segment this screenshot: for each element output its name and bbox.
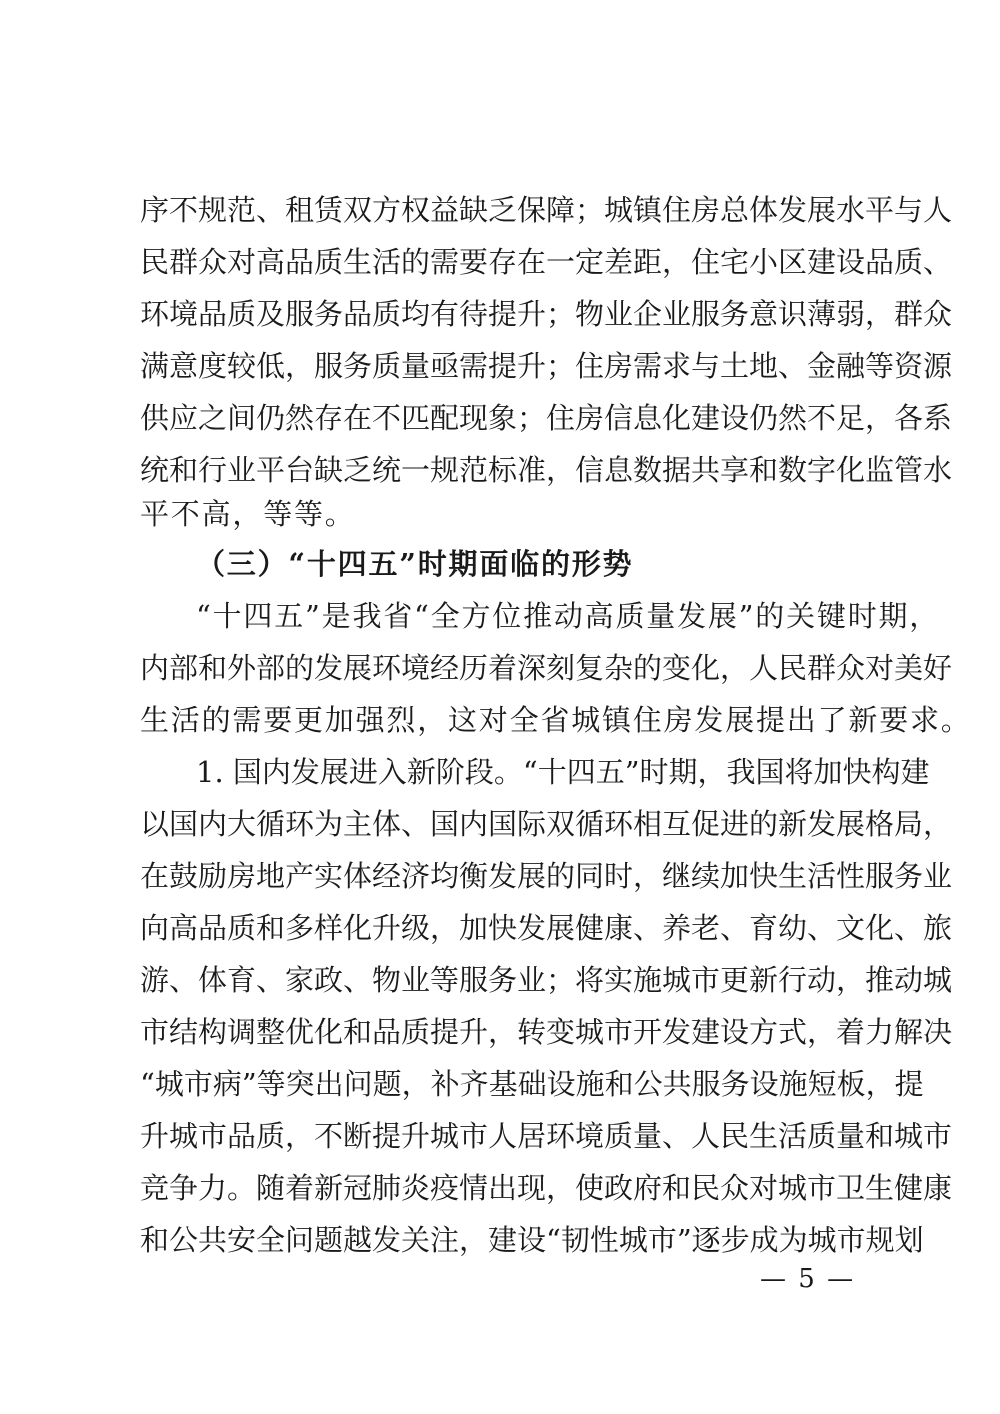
paragraph-3-line: 升城市品质，不断提升城市人居环境质量、人民生活质量和城市 bbox=[140, 1119, 953, 1153]
page-number: — 5 — bbox=[760, 1264, 856, 1294]
paragraph-1-line: 供应之间仍然存在不匹配现象；住房信息化建设仍然不足，各系 bbox=[140, 401, 953, 435]
paragraph-3-line: 和公共安全问题越发关注，建设“韧性城市”逐步成为城市规划 bbox=[140, 1223, 924, 1257]
paragraph-3-line: 游、体育、家政、物业等服务业；将实施城市更新行动，推动城 bbox=[140, 963, 953, 997]
paragraph-3-line: 市结构调整优化和品质提升，转变城市开发建设方式，着力解决 bbox=[140, 1015, 953, 1049]
paragraph-2-line: “十四五”是我省“全方位推动高质量发展”的关键时期， bbox=[196, 599, 941, 633]
paragraph-3-line: 以国内大循环为主体、国内国际双循环相互促进的新发展格局， bbox=[140, 807, 953, 841]
paragraph-2-line: 内部和外部的发展环境经历着深刻复杂的变化，人民群众对美好 bbox=[140, 651, 953, 685]
paragraph-1-line: 民群众对高品质生活的需要存在一定差距，住宅小区建设品质、 bbox=[140, 245, 953, 279]
paragraph-3-line: “城市病”等突出问题，补齐基础设施和公共服务设施短板，提 bbox=[140, 1067, 924, 1101]
paragraph-1-line: 平不高，等等。 bbox=[140, 497, 356, 531]
paragraph-3-line: 竞争力。随着新冠肺炎疫情出现，使政府和民众对城市卫生健康 bbox=[140, 1171, 953, 1205]
paragraph-1-line: 满意度较低，服务质量亟需提升；住房需求与土地、金融等资源 bbox=[140, 349, 953, 383]
paragraph-3-line: 向高品质和多样化升级，加快发展健康、养老、育幼、文化、旅 bbox=[140, 911, 953, 945]
paragraph-1-line: 环境品质及服务品质均有待提升；物业企业服务意识薄弱，群众 bbox=[140, 297, 953, 331]
paragraph-3-line: 1. 国内发展进入新阶段。“十四五”时期，我国将加快构建 bbox=[196, 755, 930, 789]
paragraph-3-line: 在鼓励房地产实体经济均衡发展的同时，继续加快生活性服务业 bbox=[140, 859, 953, 893]
paragraph-1-line: 统和行业平台缺乏统一规范标准，信息数据共享和数字化监管水 bbox=[140, 453, 953, 487]
paragraph-2-line: 生活的需要更加强烈，这对全省城镇住房发展提出了新要求。 bbox=[140, 703, 972, 737]
section-heading: （三）“十四五”时期面临的形势 bbox=[196, 547, 634, 581]
paragraph-1-line: 序不规范、租赁双方权益缺乏保障；城镇住房总体发展水平与人 bbox=[140, 193, 953, 227]
